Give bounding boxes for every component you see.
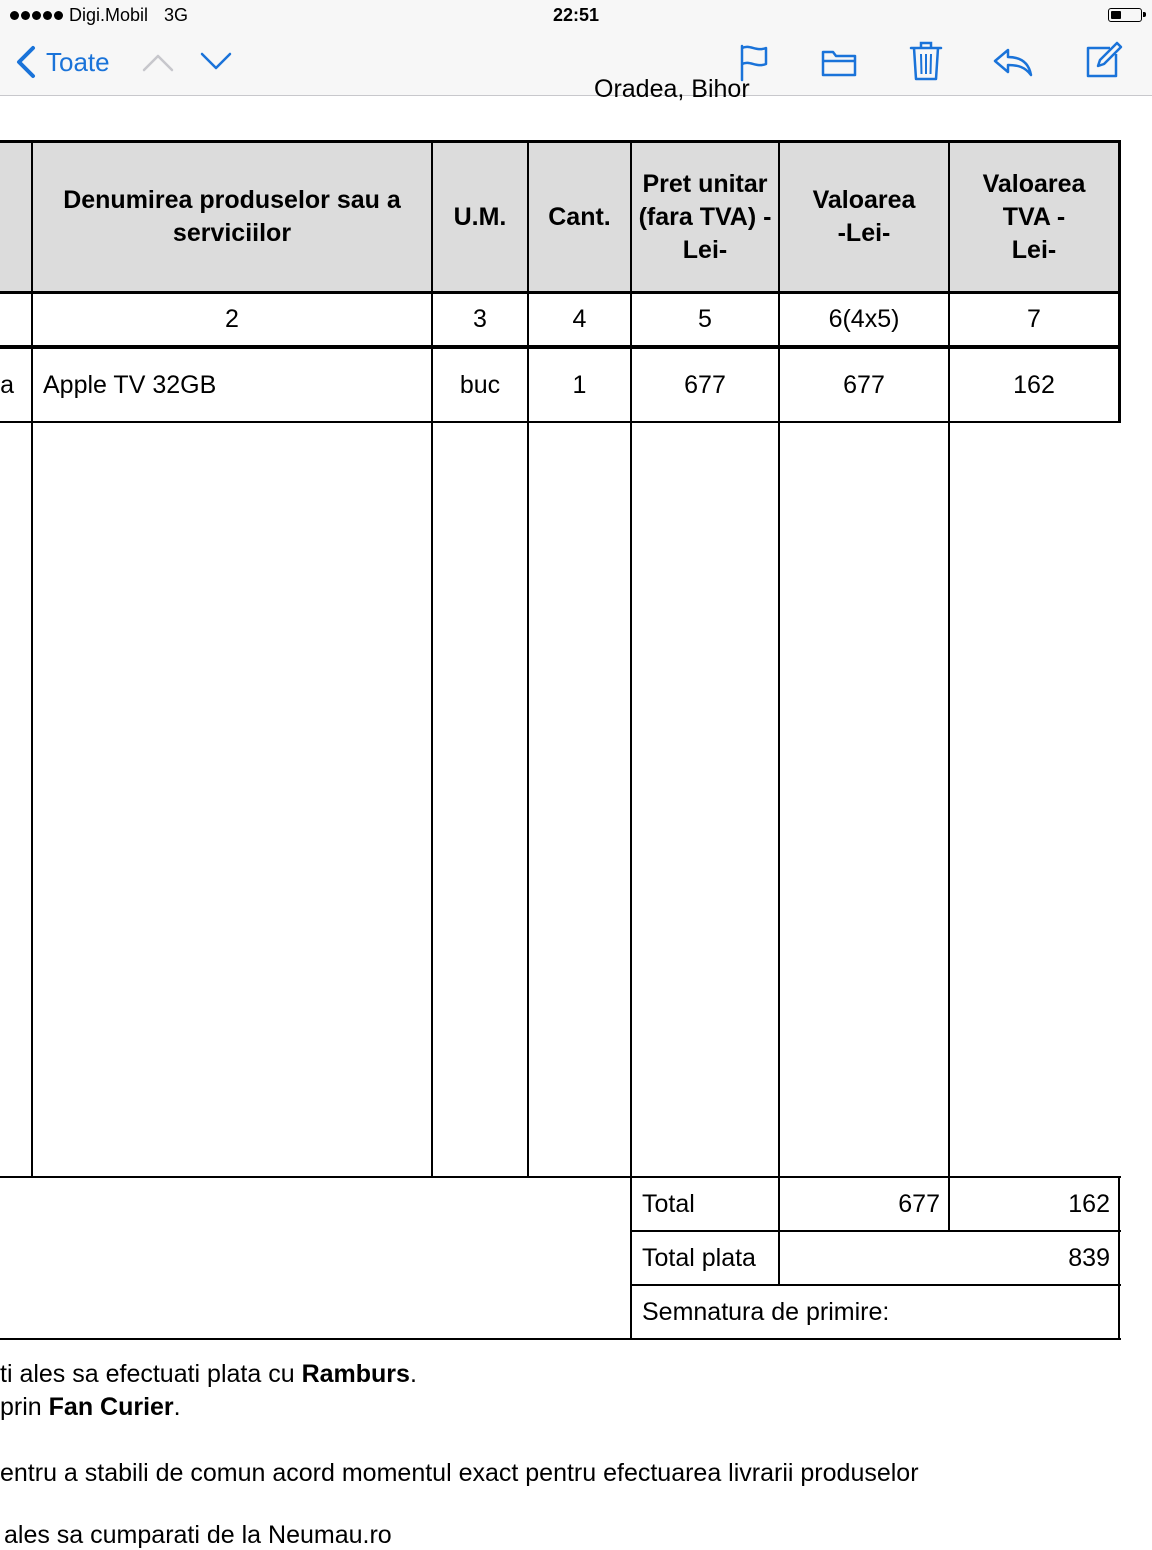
payment-note <box>0 1360 417 1389</box>
header-um: U.M. <box>453 202 507 231</box>
total-value: 677 <box>898 1189 940 1218</box>
index-product-name: 2 <box>225 305 239 333</box>
payment-note-end: . <box>409 1360 417 1388</box>
index-unit-price: 5 <box>698 305 712 333</box>
carrier-name: Digi.Mobil <box>69 5 149 25</box>
total-payment-value: 839 <box>1068 1243 1110 1272</box>
status-bar <box>0 0 1152 32</box>
table-bottom-border <box>0 1338 1121 1340</box>
courier-name: Fan Curier <box>48 1393 174 1421</box>
index-quantity: 4 <box>572 305 587 333</box>
item-quantity: 1 <box>572 371 587 399</box>
header-value: Valoarea -Lei- <box>812 186 916 247</box>
item-number-fragment: a <box>0 370 14 399</box>
courier-note-end: . <box>173 1393 181 1421</box>
closing-note-fragment: ales sa cumparati de la Neumau.ro <box>4 1521 392 1549</box>
trash-icon[interactable] <box>908 40 944 82</box>
folder-icon[interactable] <box>820 46 858 78</box>
network-type: 3G <box>164 5 189 25</box>
courier-note-text: prin <box>0 1393 49 1421</box>
header-vat-value: Valoarea TVA -Lei- <box>982 169 1086 264</box>
courier-note <box>0 1393 181 1422</box>
item-product-name: Apple TV 32GB <box>43 371 217 399</box>
total-label: Total <box>642 1189 695 1218</box>
total-vat-value: 162 <box>1068 1189 1110 1218</box>
header-unit-price: Pret unitar (fara TVA) -Lei- <box>638 169 772 264</box>
index-um: 3 <box>473 305 487 333</box>
header-quantity: Cant. <box>548 202 611 231</box>
item-vat-value: 162 <box>1013 371 1055 399</box>
signature-label: Semnatura de primire: <box>642 1297 890 1326</box>
table-right-border-top <box>1118 140 1121 423</box>
invoice-document[interactable] <box>0 75 1152 1549</box>
index-vat-value: 7 <box>1027 305 1041 333</box>
clock: 22:51 <box>552 5 600 25</box>
back-button-label: Toate <box>46 46 110 77</box>
delivery-note: entru a stabili de comun acord momentul exact pentru efectuarea livrarii produselor <box>0 1459 919 1487</box>
table-right-border-bottom <box>1118 1176 1120 1340</box>
item-unit-price: 677 <box>684 371 726 399</box>
chevron-up-icon[interactable] <box>142 52 174 72</box>
battery-icon <box>1108 8 1142 22</box>
address-fragment: Oradea, Bihor <box>594 75 750 103</box>
total-payment-label: Total plata <box>642 1243 756 1272</box>
item-value: 677 <box>843 371 885 399</box>
index-value: 6(4x5) <box>828 305 900 333</box>
chevron-left-icon <box>16 46 36 78</box>
back-button[interactable] <box>16 46 110 78</box>
compose-icon[interactable] <box>1084 40 1124 80</box>
item-row-bottom-border <box>0 421 1121 423</box>
payment-method: Ramburs <box>301 1360 410 1388</box>
payment-note-text: ti ales sa efectuati plata cu <box>0 1360 302 1388</box>
chevron-down-icon[interactable] <box>200 52 232 72</box>
mail-toolbar <box>0 32 1152 96</box>
item-um: buc <box>459 371 501 399</box>
reply-icon[interactable] <box>992 46 1034 78</box>
header-product-name: Denumirea produselor sau a serviciilor <box>63 186 401 247</box>
